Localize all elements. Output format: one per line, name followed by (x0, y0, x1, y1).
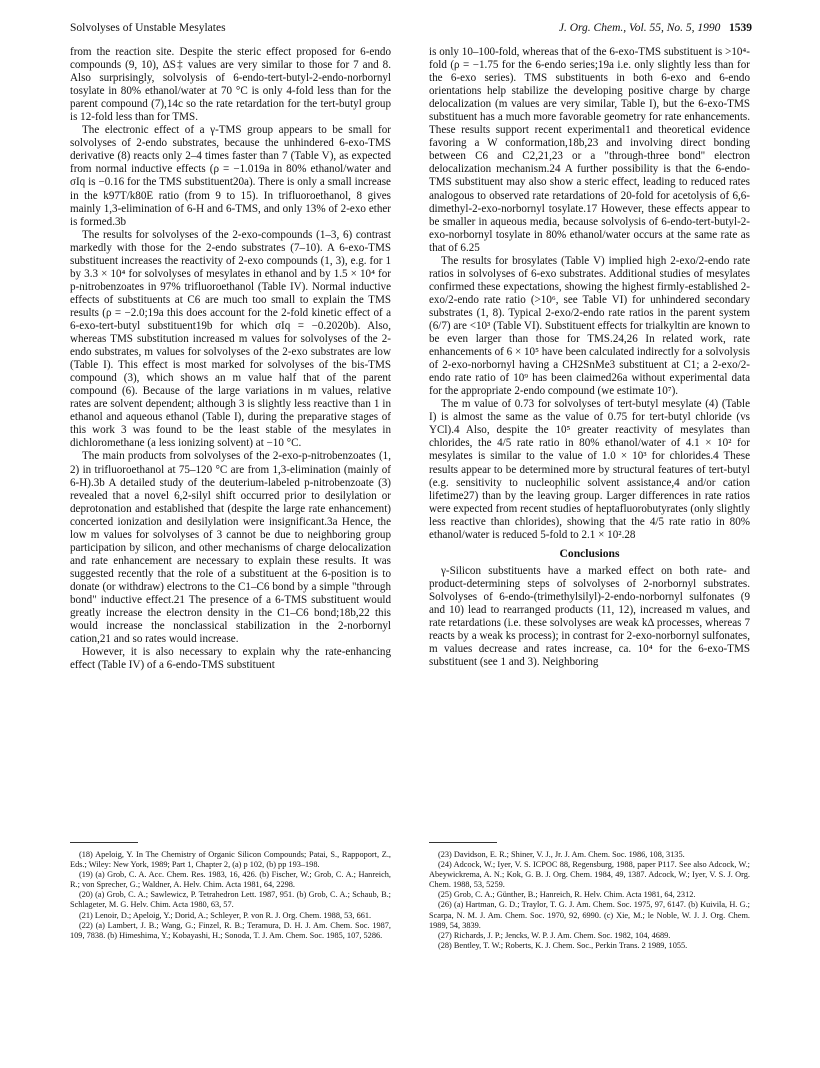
reference: (22) (a) Lambert, J. B.; Wang, G.; Finzel, R. B.; Teramura, D. H. J. Am. Chem. Soc. 1987, 109, 7838. (b) Himeshima, Y.; Kobayashi, H.; Sonoda, T. J. Am. Chem. Soc. 1985, 107, 5286. (70, 920, 391, 940)
reference: (25) Grob, C. A.; Günther, B.; Hanreich, R. Helv. Chim. Acta 1981, 64, 2312. (438, 890, 696, 900)
paragraph: The electronic effect of a γ-TMS group appears to be small for solvolyses of 2-endo substrates, because the unhindered 6-exo-TMS derivative (8) reacts only 2–4 times faster than 7 (Table V), as expected from normal inductive effects (ρ = −1.019a in 80% ethanol/water and σIq is −0.16 for the TMS substituent20a). There is only a small increase in the k97T/k80E ratio (from 9 to 15). In trifluoroethanol, 8 gives mainly 1,3-elimination of 6-H and 6-TMS, and only 13% of 2-exo ether is formed.3b (70, 124, 391, 228)
reference: (26) (a) Hartman, G. D.; Traylor, T. G. J. Am. Chem. Soc. 1975, 97, 6147. (b) Kuivila, H. G.; Scarpa, N. M. J. Am. Chem. Soc. 1970, 92, 6990. (c) Xie, M.; le Noble, W. J. J. Org. Chem. 1989, 54, 3839. (429, 900, 750, 930)
paragraph: The results for brosylates (Table V) implied high 2-exo/2-endo rate ratios in solvolyses of 6-exo substrates. Additional studies of mesylates confirmed these expectations, showing the highest firmly-established 2-exo/2-endo rate ratio (>10⁶, see Table VI) for unhindered secondary substrates (1, 8). Typical 2-exo/2-endo rate ratios in the parent system (6/7) are <10³ (Table VI). Substituent effects for trialkyltin are known to be even larger than those for TMS.24,26 In related work, rate enhancements of 6 × 10⁵ have been calculated indirectly for a solvolysis of 2-exo-norbornyl having a CH2SnMe3 substituent at C1; a 2-exo/2-endo rate ratio of 10⁹ has been claimed26a without experimental data for the appropriate 2-endo compound (we estimate 10⁷). (429, 254, 750, 398)
references-right (429, 850, 750, 951)
left-column (70, 46, 391, 672)
references-left (70, 850, 391, 941)
reference: (24) Adcock, W.; Iyer, V. S. ICPOC 88, Regensburg, 1988, paper P117. See also Adcock, W.; Abeywickrema, A. N.; Kok, G. B. J. Org. Chem. 1984, 49, 1387. Adcock, W.; Iyer, V. S. J. Org. Chem. 1988, 53, 5259. (429, 860, 750, 890)
reference: (18) Apeloig, Y. In The Chemistry of Organic Silicon Compounds; Patai, S., Rappoport, Z., Eds.; Wiley: New York, 1989; Part 1, Chapter 2, (a) p 102, (b) pp 193–198. (70, 850, 391, 870)
paragraph: is only 10–100-fold, whereas that of the 6-exo-TMS substituent is >10⁴-fold (ρ = −1.75 for the 6-endo series;19a i.e. only slightly less than for the 6-exo series). TMS substituents in both 6-exo and 6-endo orientations help stabilize the developing positive charge by charge delocalization (m values are very similar, Table I), but the 6-exo-TMS substituent has a much more favorable geometry for rate enhancements. These results support recent experimental1 and theoretical evidence favoring a W conformation,18b,23 and involving direct bonding between C6 and C2,21,23 or a "through-three bond" electron delocalization mechanism.24 A further possibility is that the 6-endo-TMS substituent may also show a steric effect, leading to reduced rates analogous to observed rate retardations of 20-fold for acetolysis of 6,6-dimethyl-2-exo-norbornyl tosylate.17 However, these effects appear to be smaller in aqueous media, because solvolysis of 6-endo-tert-butyl-2-exo-norbornyl tosylate in 80% ethanol/water occurs at the same rate as that of 6.25 (429, 46, 750, 254)
reference: (19) (a) Grob, C. A. Acc. Chem. Res. 1983, 16, 426. (b) Fischer, W.; Grob, C. A.; Hanreich, R.; von Sprecher, G.; Waldner, A. Helv. Chim. Acta 1981, 64, 2298. (70, 870, 391, 890)
section-heading: Conclusions (559, 546, 620, 560)
running-title: Solvolyses of Unstable Mesylates (70, 22, 226, 34)
reference: (23) Davidson, E. R.; Shiner, V. J., Jr. J. Am. Chem. Soc. 1986, 108, 3135. (438, 850, 685, 859)
journal-name: J. Org. Chem., Vol. 55, No. 5, 1990 (558, 22, 721, 34)
right-column (429, 46, 750, 669)
page-header (70, 22, 752, 38)
footnote-rule (429, 842, 497, 843)
reference: (28) Bentley, T. W.; Roberts, K. J. Chem. Soc., Perkin Trans. 2 1989, 1055. (438, 940, 688, 950)
paragraph: The results for solvolyses of the 2-exo-compounds (1–3, 6) contrast markedly with those for the 2-endo substrates (7–10). A 6-exo-TMS substituent increases the reactivity of 2-exo compounds (1, 3), e.g. for 1 by 3.3 × 10⁴ for solvolyses of mesylates in ethanol and by 1.5 × 10⁴ for p-nitrobenzoates in 97% trifluoroethanol (Table IV). Normal inductive effects of substituents at C6 are much too small to explain the TMS results (ρ = −2.0;19a this does account for the 2-fold kinetic effect of a 6-exo-tert-butyl substituent19b for which σIq = −0.2020b). Also, whereas TMS substitution increased m values for solvolyses of the 2-endo substrates, m values for solvolyses of the 2-exo substrates are low (Table I). This effect is most marked for solvolyses of the bis-TMS compound (3), which shows an m value half that of the parent compound (6). Because of the large variations in m values, relative rates are solvent dependent; although 3 is slightly less reactive than 1 in ethanol and aqueous ethanol (Table I), during the preparative stages of this work 3 was found to be the least stable of the mesylates in dichloromethane (a less ionizing solvent) at −10 °C. (70, 228, 391, 450)
footnote-rule (70, 842, 138, 843)
reference: (27) Richards, J. P.; Jencks, W. P. J. Am. Chem. Soc. 1982, 104, 4689. (438, 930, 671, 940)
paragraph: γ-Silicon substituents have a marked effect on both rate- and product-determining steps of solvolyses of 2-norbornyl substrates. Solvolyses of 6-endo-(trimethylsilyl)-2-endo-norbornyl sulfonates (9 and 10) lead to rearranged products (11, 12), increased m values, and rate retardations (i.e. these solvolyses are weak kΔ processes, whereas 7 reacts by a weak ks process); in contrast for 2-exo-norbornyl sulfonates, m values decrease and rates increase, ca. 10⁴ for the 6-exo-TMS substituent (see 1 and 3). Neighboring (429, 564, 750, 669)
reference: (21) Lenoir, D.; Apeloig, Y.; Dorid, A.; Schleyer, P. von R. J. Org. Chem. 1988, 53, 661. (79, 910, 372, 920)
paragraph: The m value of 0.73 for solvolyses of tert-butyl mesylate (4) (Table I) is almost the same as the value of 0.75 for tert-butyl chloride (vs YCl).4 Also, despite the 10⁵ greater reactivity of mesylates than chlorides, the 4/5 rate ratio in 80% ethanol/water of 4.1 × 10² for mesylates is similar to the value of 1.0 × 10³ for chlorides.4 These results appear to be determined more by structural features of tert-butyl (e.g. sensitivity to nucleophilic solvent assistance,4 and/or cation lifetime27) than by the leaving group. Larger differences in rate ratios were expected from recent studies of heptafluorobutyrates (only slightly less reactive than chlorides), showing that the 4/5 rate ratio in 80% ethanol/water is reduced 5-fold to 2.1 × 10².28 (429, 398, 750, 541)
paragraph: The main products from solvolyses of the 2-exo-p-nitrobenzoates (1, 2) in trifluoroethanol at 75–120 °C are from 1,3-elimination (mainly of 6-H).3b A detailed study of the deuterium-labeled p-nitrobenzoate (3) revealed that a novel 6,2-silyl shift occurred prior to desilylation or deprotonation and established that (despite the large rate enhancement) concerted ionization and desilylation were insignificant.3a Hence, the low m values for solvolyses of 3 cannot be due to neighboring group participation by silicon, and other mechanisms of charge delocalization and rate enhancement are necessary to explain these results. It was suggested recently that the role of a substituent at the 6-position is to donate (or withdraw) electrons to the C1–C6 bond by a simple "through bond" inductive effect.21 The presence of a 6-TMS substituent would greatly increase the electron density in the C1–C6 bond;18b,22 this would increase the nonclassical stabilization in the 2-norbornyl cation,21 and so rates would increase. (70, 450, 391, 646)
reference: (20) (a) Grob, C. A.; Sawlewicz, P. Tetrahedron Lett. 1987, 951. (b) Grob, C. A.; Schaub, B.; Schlageter, M. G. Helv. Chim. Acta 1980, 63, 57. (70, 890, 391, 910)
paragraph: from the reaction site. Despite the steric effect proposed for 6-endo compounds (9, 10), ΔS‡ values are very similar to those for 7 and 8. Also surprisingly, solvolysis of 6-endo-tert-butyl-2-endo-norbornyl tosylate in 80% ethanol/water at 70 °C is only 4-fold less than for the parent compound (7),14c so the rate retardation for the tert-butyl group is 12-fold less than for TMS. (70, 46, 391, 124)
journal-citation (559, 22, 752, 34)
paragraph: However, it is also necessary to explain why the rate-enhancing effect (Table IV) of a 6-endo-TMS substituent (70, 646, 391, 672)
page-number: 1539 (729, 22, 752, 34)
